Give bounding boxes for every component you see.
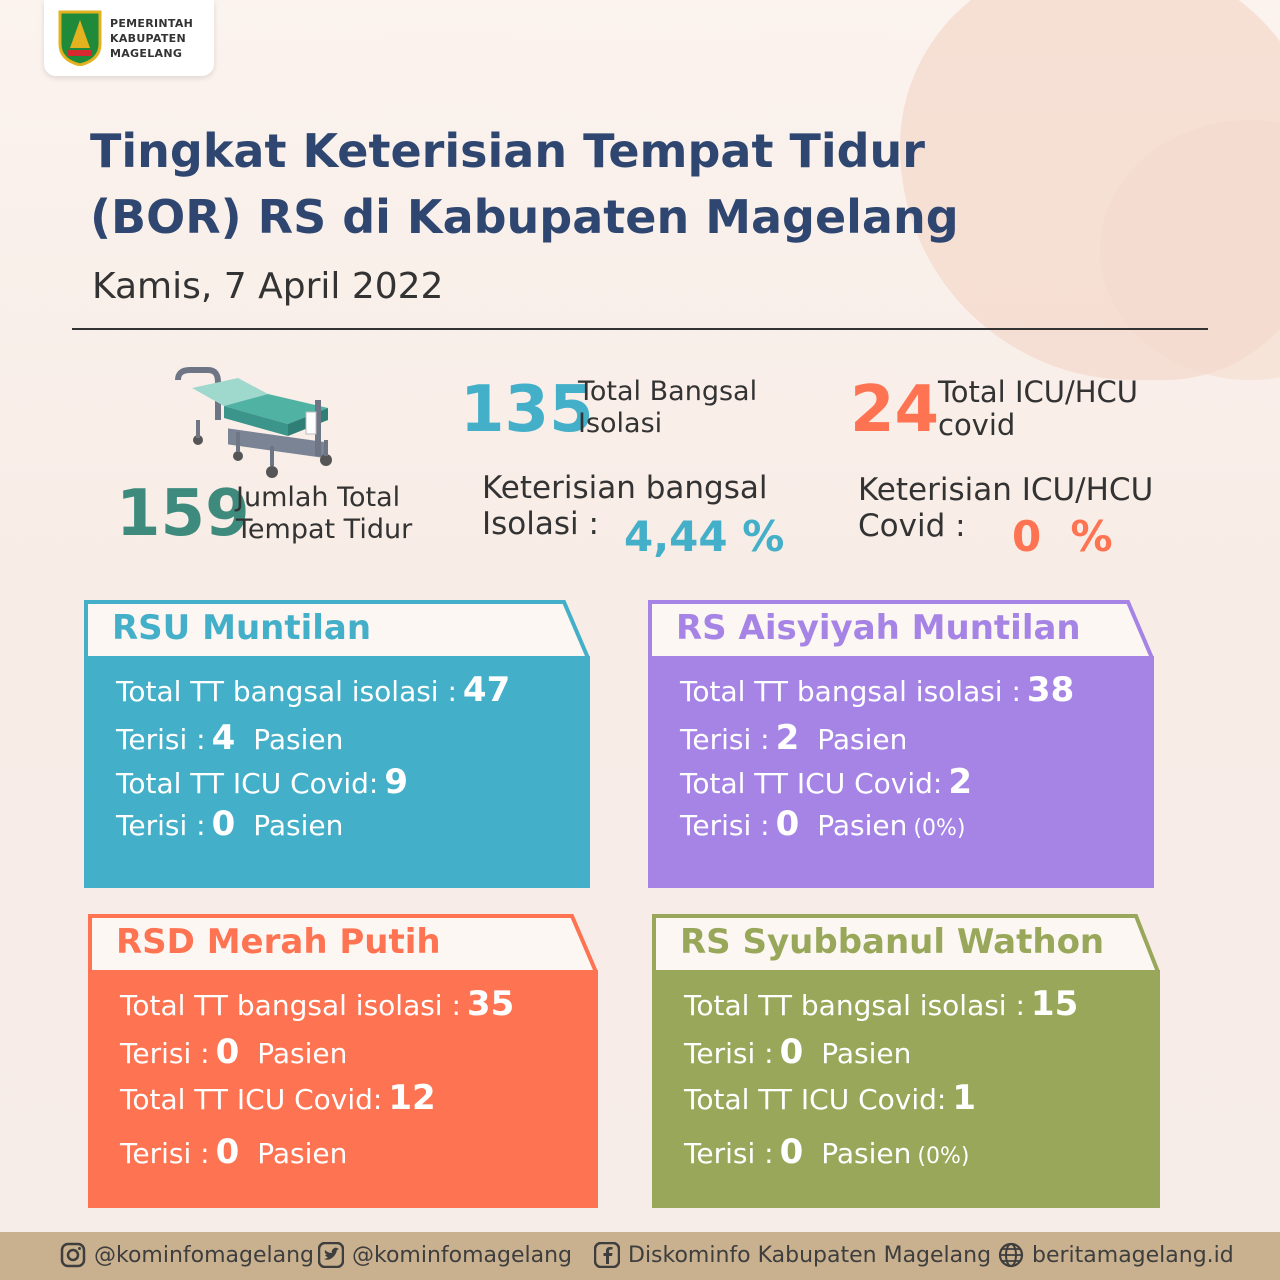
title-line: (BOR) RS di Kabupaten Magelang — [90, 190, 959, 244]
globe-icon — [998, 1242, 1024, 1268]
row-icu-filled — [116, 804, 343, 844]
hospital-name: RSU Muntilan — [112, 608, 372, 648]
row-icu-capacity — [120, 1078, 454, 1118]
row-value: 0 — [215, 1032, 240, 1072]
report-date: Kamis, 7 April 2022 — [92, 266, 444, 307]
row-value: 15 — [1030, 984, 1079, 1024]
row-isolation-filled — [680, 718, 907, 758]
footer — [0, 1232, 1280, 1280]
row-label: Total TT ICU Covid: — [684, 1083, 947, 1116]
label-line: Keterisian bangsal — [482, 470, 768, 506]
row-value: 9 — [384, 762, 409, 802]
footer-facebook[interactable] — [594, 1242, 991, 1268]
row-value: 47 — [462, 670, 511, 710]
label-line: Isolasi — [578, 408, 663, 439]
row-unit: Pasien — [817, 809, 908, 842]
icu-occupancy-value: 0 % — [1012, 512, 1113, 561]
row-label: Terisi : — [116, 723, 206, 756]
row-label: Total TT ICU Covid: — [680, 767, 943, 800]
row-unit: Pasien — [821, 1037, 912, 1070]
facebook-name: Diskominfo Kabupaten Magelang — [628, 1243, 992, 1268]
row-value: 2 — [948, 762, 973, 802]
magelang-crest-icon — [58, 10, 102, 66]
hospital-name: RSD Merah Putih — [116, 922, 441, 962]
row-percent: (0%) — [913, 816, 966, 841]
row-label: Total TT ICU Covid: — [116, 767, 379, 800]
row-label: Terisi : — [684, 1137, 774, 1170]
row-isolation-capacity — [684, 984, 1096, 1024]
label-line: Total Bangsal — [578, 376, 758, 407]
row-value: 0 — [779, 1032, 804, 1072]
row-value: 0 — [779, 1132, 804, 1172]
row-label: Total TT bangsal isolasi : — [120, 989, 461, 1022]
hospital-card — [84, 600, 590, 888]
card-tab — [652, 914, 1160, 972]
hospital-card — [652, 914, 1160, 1208]
twitter-handle: @kominfomagelang — [352, 1243, 573, 1268]
card-tab — [648, 600, 1154, 658]
label-line: Jumlah Total — [236, 482, 401, 513]
row-label: Terisi : — [680, 809, 770, 842]
card-body — [88, 970, 598, 1208]
label-line: Covid : — [858, 508, 966, 544]
card-body — [648, 656, 1154, 888]
row-label: Terisi : — [120, 1137, 210, 1170]
web-url: beritamagelang.id — [1032, 1243, 1234, 1268]
footer-web[interactable] — [998, 1242, 1234, 1268]
row-label: Terisi : — [680, 723, 770, 756]
row-label: Terisi : — [120, 1037, 210, 1070]
row-icu-capacity — [116, 762, 426, 802]
row-unit: Pasien — [817, 723, 908, 756]
org-line: PEMERINTAH — [110, 17, 194, 30]
label-line: covid — [938, 408, 1016, 442]
footer-instagram[interactable] — [60, 1242, 314, 1268]
row-label: Total TT bangsal isolasi : — [116, 675, 457, 708]
icu-total-value: 24 — [850, 373, 940, 447]
isolation-total-value: 135 — [460, 373, 594, 447]
row-isolation-filled — [684, 1032, 911, 1072]
row-label: Terisi : — [684, 1037, 774, 1070]
row-label: Total TT bangsal isolasi : — [684, 989, 1025, 1022]
row-value: 4 — [211, 718, 236, 758]
row-value: 38 — [1026, 670, 1075, 710]
total-beds-value: 159 — [116, 477, 250, 551]
page-title — [90, 118, 1090, 250]
hospital-name: RS Syubbanul Wathon — [680, 922, 1105, 962]
row-percent: (0%) — [917, 1144, 970, 1169]
instagram-handle: @kominfomagelang — [94, 1243, 315, 1268]
row-isolation-filled — [120, 1032, 347, 1072]
label-line: Isolasi : — [482, 506, 599, 542]
facebook-icon — [594, 1242, 620, 1268]
org-line: MAGELANG — [110, 47, 183, 60]
card-body — [652, 970, 1160, 1208]
org-line: KABUPATEN — [110, 32, 186, 45]
hospital-card — [88, 914, 598, 1208]
row-unit: Pasien — [253, 723, 344, 756]
instagram-icon — [60, 1242, 86, 1268]
title-line: Tingkat Keterisian Tempat Tidur — [90, 124, 925, 178]
row-value: 0 — [211, 804, 236, 844]
total-beds-label — [236, 482, 412, 546]
row-icu-capacity — [680, 762, 990, 802]
row-value: 1 — [952, 1078, 977, 1118]
divider — [72, 328, 1208, 330]
isolation-total-label — [578, 376, 757, 440]
row-value: 0 — [215, 1132, 240, 1172]
icu-total-label — [938, 376, 1138, 442]
row-label: Total TT bangsal isolasi : — [680, 675, 1021, 708]
row-unit: Pasien — [257, 1137, 348, 1170]
card-tab — [88, 914, 598, 972]
row-icu-filled — [680, 804, 965, 844]
row-value: 12 — [388, 1078, 436, 1118]
row-unit: Pasien — [821, 1137, 912, 1170]
row-icu-filled — [120, 1132, 347, 1172]
hospital-bed-icon — [168, 360, 348, 480]
row-icu-capacity — [684, 1078, 994, 1118]
isolation-occupancy-value: 4,44 % — [624, 512, 785, 561]
hospital-name: RS Aisyiyah Muntilan — [676, 608, 1081, 648]
label-line: Keterisian ICU/HCU — [858, 472, 1154, 508]
row-value: 2 — [775, 718, 800, 758]
org-name — [110, 16, 193, 61]
logo-card — [44, 0, 214, 76]
row-label: Terisi : — [116, 809, 206, 842]
row-isolation-capacity — [680, 670, 1092, 710]
footer-twitter[interactable] — [318, 1242, 572, 1268]
card-body — [84, 656, 590, 888]
hospital-card — [648, 600, 1154, 888]
row-isolation-capacity — [116, 670, 528, 710]
row-unit: Pasien — [257, 1037, 348, 1070]
twitter-icon — [318, 1242, 344, 1268]
card-tab — [84, 600, 590, 658]
row-value: 0 — [775, 804, 800, 844]
row-value: 35 — [466, 984, 515, 1024]
label-line: Tempat Tidur — [236, 514, 413, 545]
row-icu-filled — [684, 1132, 969, 1172]
row-label: Total TT ICU Covid: — [120, 1083, 383, 1116]
row-isolation-filled — [116, 718, 343, 758]
row-unit: Pasien — [253, 809, 344, 842]
row-isolation-capacity — [120, 984, 532, 1024]
label-line: Total ICU/HCU — [938, 375, 1139, 409]
